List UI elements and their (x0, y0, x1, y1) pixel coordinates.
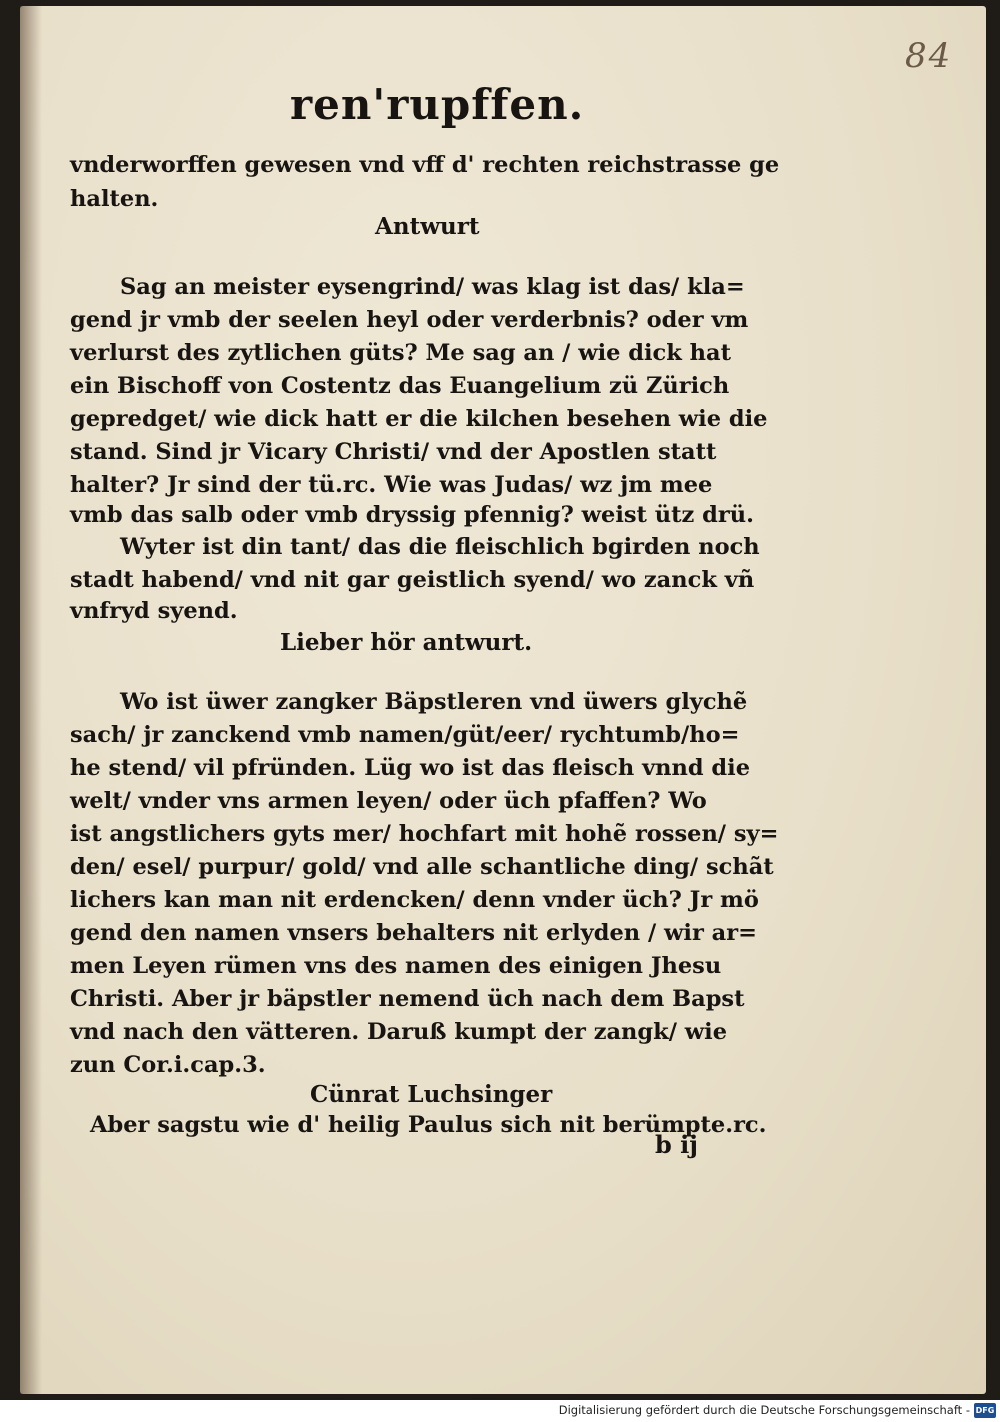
text-line: he stend/ vil pfründen. Lüg wo ist das fleisch vnnd die (70, 755, 751, 781)
section-heading: Cünrat Luchsinger (310, 1081, 553, 1108)
text-line: gend jr vmb der seelen heyl oder verderbnis? oder vm (70, 307, 749, 333)
text-line: Christi. Aber jr bäpstler nemend üch nach dem Bapst (70, 986, 745, 1012)
folio-number: 84 (905, 36, 953, 76)
footer-bar (0, 1400, 1000, 1422)
text-line: Aber sagstu wie d' heilig Paulus sich nit berümpte.rc. (90, 1112, 767, 1138)
text-line: vnderworffen gewesen vnd vff d' rechten reichstrasse ge (70, 152, 780, 178)
dfg-logo: DFG (974, 1403, 996, 1418)
text-line: halter? Jr sind der tü.rc. Wie was Judas/ wz jm mee (70, 472, 713, 498)
signature-mark: b ij (655, 1130, 698, 1159)
text-line: zun Cor.i.cap.3. (70, 1052, 266, 1078)
text-line: vnfryd syend. (70, 598, 238, 624)
text-line: halten. (70, 186, 159, 212)
text-line: vmb das salb oder vmb dryssig pfennig? weist ütz drü. (70, 502, 754, 528)
footer-credit: Digitalisierung gefördert durch die Deutsche Forschungsgemeinschaft - (558, 1403, 970, 1417)
section-heading: Antwurt (375, 213, 480, 240)
text-line: ein Bischoff von Costentz das Euangelium zü Zürich (70, 373, 730, 399)
text-line: den/ esel/ purpur/ gold/ vnd alle schantliche ding/ schãt (70, 854, 774, 880)
text-line: lichers kan man nit erdencken/ denn vnder üch? Jr mö (70, 887, 759, 913)
text-line: verlurst des zytlichen güts? Me sag an / wie dick hat (70, 340, 732, 366)
page-gutter-shadow (20, 6, 42, 1394)
text-line: vnd nach den vätteren. Daruß kumpt der zangk/ wie (70, 1019, 728, 1045)
running-head: ren'rupffen. (290, 80, 585, 129)
text-line: gepredget/ wie dick hatt er die kilchen besehen wie die (70, 406, 768, 432)
text-line: sach/ jr zanckend vmb namen/güt/eer/ rychtumb/ho= (70, 722, 740, 748)
text-line: welt/ vnder vns armen leyen/ oder üch pfaffen? Wo (70, 788, 707, 814)
text-line: gend den namen vnsers behalters nit erlyden / wir ar= (70, 920, 757, 946)
text-line: stand. Sind jr Vicary Christi/ vnd der Apostlen statt (70, 439, 717, 465)
text-line: Sag an meister eysengrind/ was klag ist das/ kla= (120, 274, 745, 300)
text-line: men Leyen rümen vns des namen des einigen Jhesu (70, 953, 722, 979)
text-line: Wyter ist din tant/ das die fleischlich bgirden noch (120, 534, 760, 560)
text-line: ist angstlichers gyts mer/ hochfart mit hohẽ rossen/ sy= (70, 821, 779, 847)
section-heading: Lieber hör antwurt. (280, 629, 533, 656)
text-line: stadt habend/ vnd nit gar geistlich syend/ wo zanck vñ (70, 567, 755, 593)
text-line: Wo ist üwer zangker Bäpstleren vnd üwers glychẽ (120, 689, 748, 715)
